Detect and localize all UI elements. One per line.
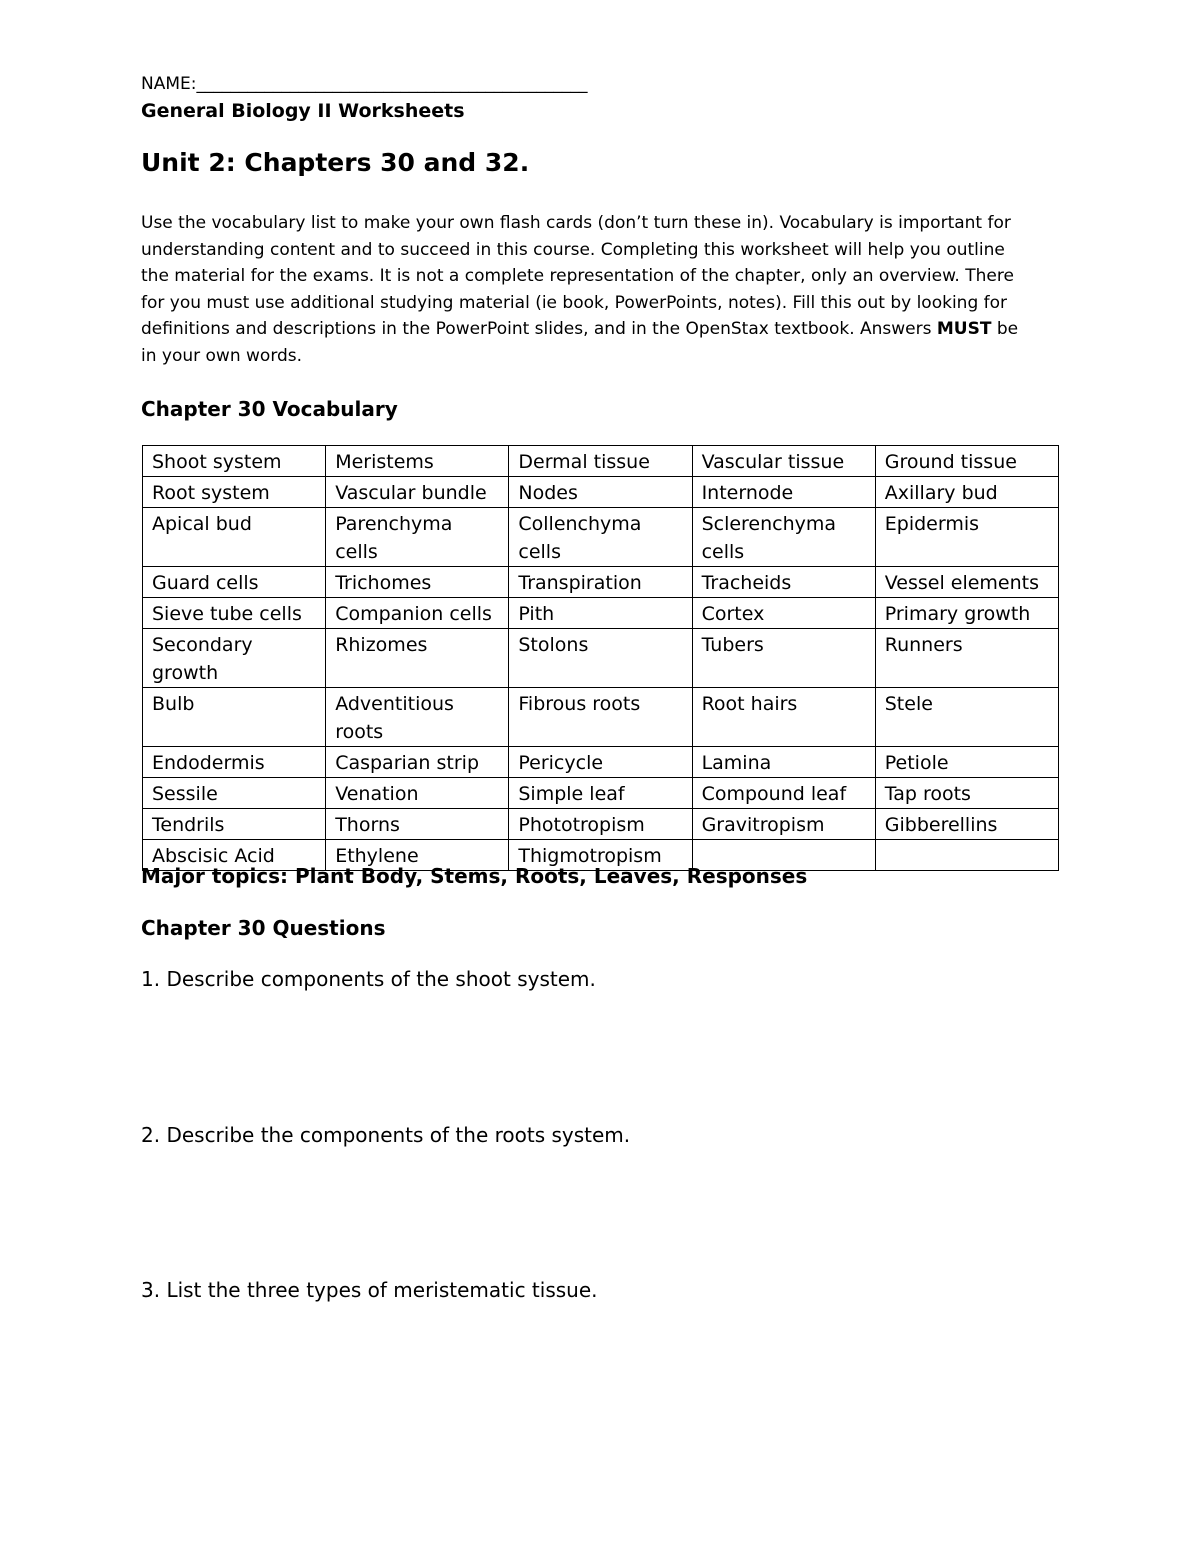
vocab-term-cell: Stolons xyxy=(509,629,692,688)
vocab-term-cell: Internode xyxy=(692,477,875,508)
vocab-term-cell: Epidermis xyxy=(875,508,1058,567)
vocab-term-cell: Bulb xyxy=(143,688,326,747)
vocab-term-cell: Shoot system xyxy=(143,446,326,477)
name-field-label: NAME:______________________________________________ xyxy=(141,74,588,94)
vocab-term-cell: Apical bud xyxy=(143,508,326,567)
instructions-line: in your own words. xyxy=(141,345,303,366)
table-row xyxy=(143,446,1059,477)
vocab-term-cell: Dermal tissue xyxy=(509,446,692,477)
question-1: 1. Describe components of the shoot system. xyxy=(141,967,596,991)
vocab-term-cell: Thigmotropism xyxy=(509,840,692,871)
vocab-term-cell: Ethylene xyxy=(326,840,509,871)
table-row xyxy=(143,598,1059,629)
vocab-term-cell: Venation xyxy=(326,778,509,809)
question-2: 2. Describe the components of the roots system. xyxy=(141,1123,631,1147)
vocab-term-cell: Endodermis xyxy=(143,747,326,778)
vocab-term-cell: Root hairs xyxy=(692,688,875,747)
vocab-term-cell: Transpiration xyxy=(509,567,692,598)
vocab-term-cell: Simple leaf xyxy=(509,778,692,809)
questions-heading: Chapter 30 Questions xyxy=(141,916,386,940)
vocab-term-cell: Gravitropism xyxy=(692,809,875,840)
vocab-term-cell: Gibberellins xyxy=(875,809,1058,840)
instructions-line: Use the vocabulary list to make your own flash cards (don’t turn these in). Vocabulary is important for xyxy=(141,213,1011,233)
instructions-line: the material for the exams. It is not a complete representation of the chapter, only an overview. There xyxy=(141,266,1014,286)
vocab-term-cell: Tubers xyxy=(692,629,875,688)
instructions-line: for you must use additional studying material (ie book, PowerPoints, notes). Fill this out by looking for xyxy=(141,292,1008,313)
vocab-term-cell: Pericycle xyxy=(509,747,692,778)
vocab-term-cell: Companion cells xyxy=(326,598,509,629)
vocab-term-cell: Nodes xyxy=(509,477,692,508)
vocab-term-cell: Meristems xyxy=(326,446,509,477)
table-row xyxy=(143,508,1059,567)
vocab-term-cell: Vascular tissue xyxy=(692,446,875,477)
vocab-term-cell: Stele xyxy=(875,688,1058,747)
vocab-term-cell: Vascular bundle xyxy=(326,477,509,508)
instructions-line: understanding content and to succeed in this course. Completing this worksheet will help you outline xyxy=(141,239,1005,260)
vocab-term-cell: Root system xyxy=(143,477,326,508)
vocab-term-cell: Thorns xyxy=(326,809,509,840)
instructions-emphasis: MUST xyxy=(936,319,992,339)
vocab-term-cell: Tendrils xyxy=(143,809,326,840)
table-row xyxy=(143,778,1059,809)
table-row xyxy=(143,688,1059,747)
vocab-term-cell: Adventitious roots xyxy=(326,688,509,747)
vocab-term-cell: Tracheids xyxy=(692,567,875,598)
vocab-term-cell: Parenchyma cells xyxy=(326,508,509,567)
vocabulary-table-body xyxy=(143,446,1059,871)
instructions-text: definitions and descriptions in the PowerPoint slides, and in the OpenStax textbook. Answers xyxy=(141,319,937,339)
vocab-term-cell: Collenchyma cells xyxy=(509,508,692,567)
vocab-term-cell: Ground tissue xyxy=(875,446,1058,477)
vocab-term-cell: Petiole xyxy=(875,747,1058,778)
vocab-term-cell: Tap roots xyxy=(875,778,1058,809)
instructions-paragraph xyxy=(141,210,1051,369)
vocabulary-heading: Chapter 30 Vocabulary xyxy=(141,397,398,421)
instructions-line xyxy=(141,316,1051,343)
table-row xyxy=(143,629,1059,688)
vocab-term-cell: Trichomes xyxy=(326,567,509,598)
vocab-term-cell: Lamina xyxy=(692,747,875,778)
vocab-term-cell: Primary growth xyxy=(875,598,1058,629)
vocab-term-cell: Sclerenchyma cells xyxy=(692,508,875,567)
vocab-term-cell: Pith xyxy=(509,598,692,629)
vocab-term-cell: Sieve tube cells xyxy=(143,598,326,629)
table-row xyxy=(143,747,1059,778)
unit-title: Unit 2: Chapters 30 and 32. xyxy=(141,148,530,177)
vocab-term-cell: Runners xyxy=(875,629,1058,688)
vocab-term-cell: Fibrous roots xyxy=(509,688,692,747)
vocab-term-cell: Compound leaf xyxy=(692,778,875,809)
vocab-term-cell: Abscisic Acid xyxy=(143,840,326,871)
vocab-term-cell: Rhizomes xyxy=(326,629,509,688)
table-row xyxy=(143,809,1059,840)
vocab-term-cell: Casparian strip xyxy=(326,747,509,778)
table-row xyxy=(143,567,1059,598)
vocab-term-cell: Cortex xyxy=(692,598,875,629)
instructions-text: be xyxy=(991,319,1019,339)
vocab-term-cell xyxy=(875,840,1058,871)
course-title: General Biology II Worksheets xyxy=(141,100,465,122)
vocab-term-cell: Phototropism xyxy=(509,809,692,840)
vocab-term-cell: Guard cells xyxy=(143,567,326,598)
vocab-term-cell: Vessel elements xyxy=(875,567,1058,598)
major-topics: Major topics: Plant Body, Stems, Roots, Leaves, Responses xyxy=(141,864,808,888)
vocab-term-cell: Secondary growth xyxy=(143,629,326,688)
vocab-term-cell: Sessile xyxy=(143,778,326,809)
vocab-term-cell: Axillary bud xyxy=(875,477,1058,508)
table-row xyxy=(143,477,1059,508)
vocabulary-table xyxy=(142,445,1059,871)
question-3: 3. List the three types of meristematic tissue. xyxy=(141,1278,598,1302)
